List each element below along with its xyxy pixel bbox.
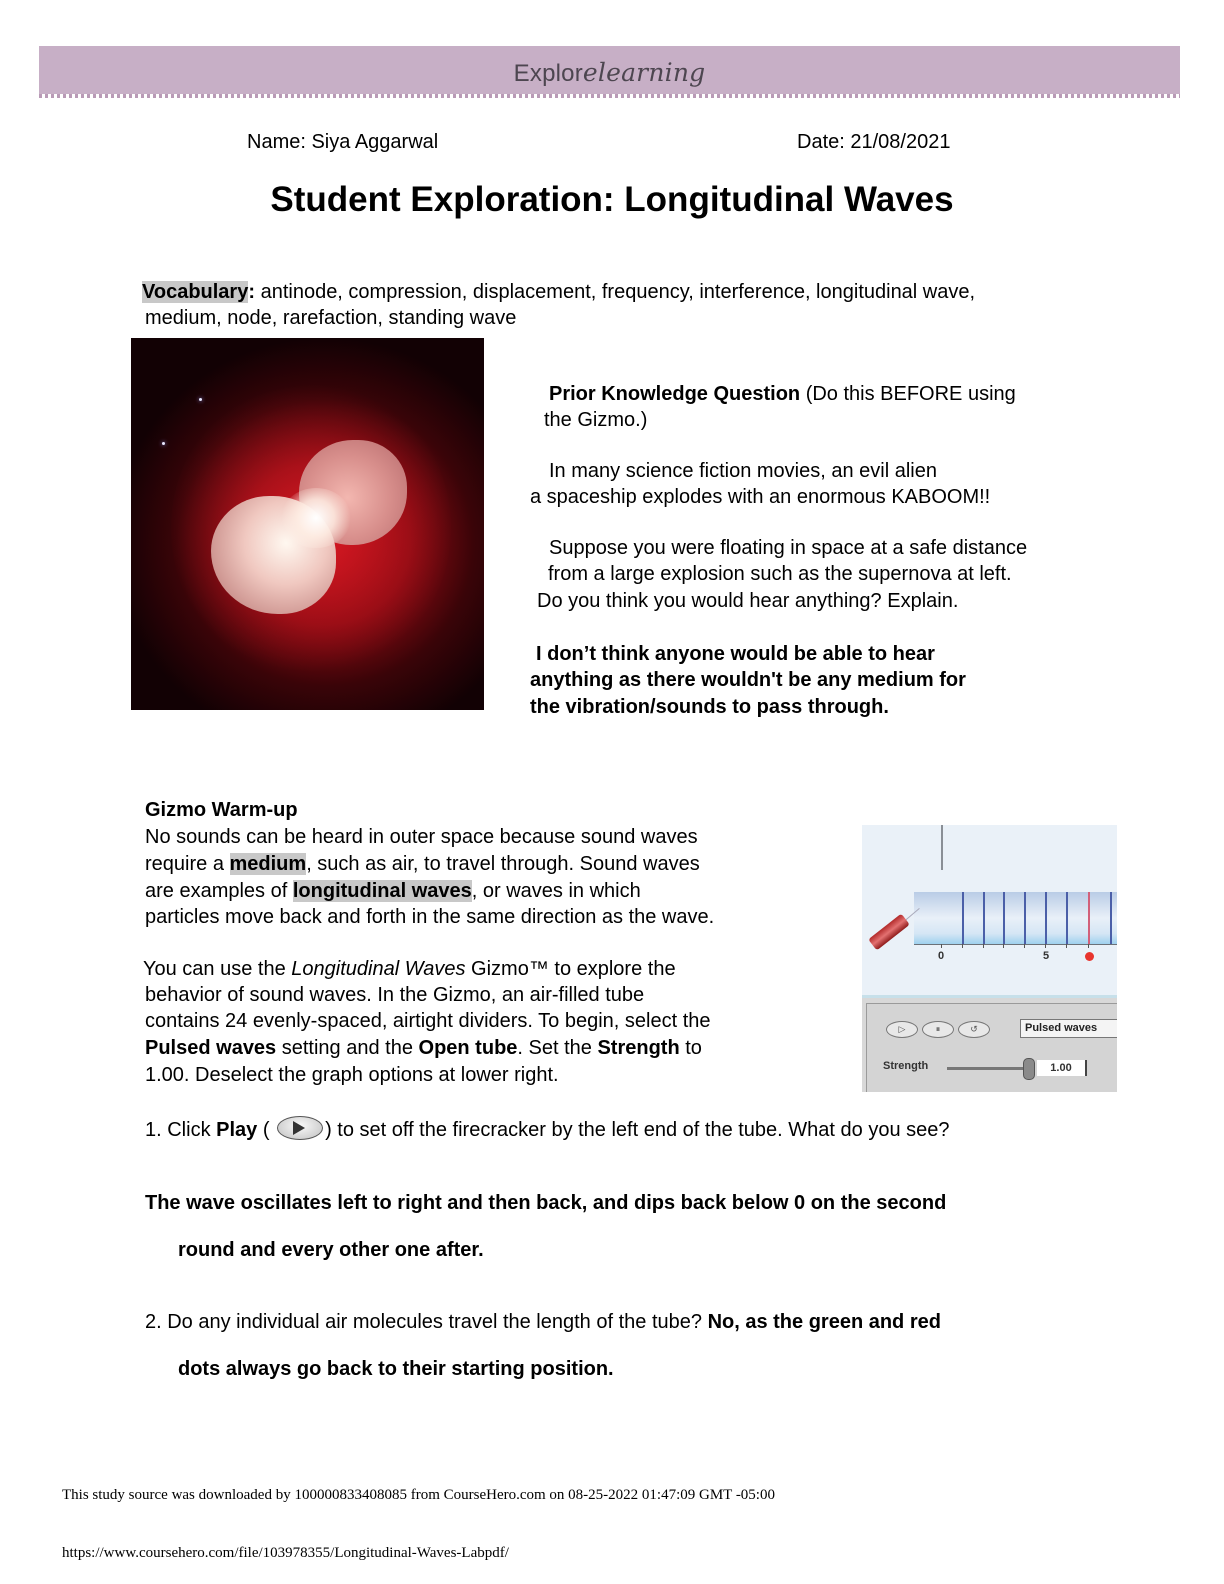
axis-tick [1066, 944, 1067, 948]
axis-tick [983, 944, 984, 948]
logo-text-explor: Explor [513, 60, 583, 87]
warmup-p1-line4: particles move back and forth in the same direction as the wave. [145, 906, 715, 928]
text: require a [145, 853, 230, 875]
axis-label-0: 0 [938, 950, 945, 962]
logo-text-e: e [582, 58, 598, 87]
date: Date: 21/08/2021 [797, 131, 951, 153]
pointer-arrow-icon [941, 825, 943, 870]
warmup-p2-line1 [143, 956, 676, 982]
answer-2-line2: dots always go back to their starting position. [178, 1358, 614, 1380]
axis-tick [1003, 944, 1004, 948]
prior-answer-line2: anything as there wouldn't be any medium for [530, 669, 966, 691]
position-axis [914, 944, 1117, 945]
answer-1-line2: round and every other one after. [178, 1239, 484, 1261]
warmup-p1-line2 [145, 851, 700, 877]
setting-strength: Strength [597, 1037, 680, 1059]
warmup-heading: Gizmo Warm-up [145, 799, 298, 821]
tube-divider [1024, 892, 1026, 944]
prior-knowledge-heading: Prior Knowledge Question [549, 383, 801, 405]
text: ) to set off the firecracker by the left end of the tube. What do you see? [325, 1119, 950, 1141]
prior-answer-line1: I don’t think anyone would be able to hear [536, 643, 935, 665]
strength-slider-track[interactable] [947, 1067, 1029, 1070]
text: , such as air, to travel through. Sound waves [306, 853, 700, 875]
download-note: This study source was downloaded by 100000833408085 from CourseHero.com on 08-25-2022 01:47:09 GMT -05:00 [62, 1487, 775, 1503]
play-label: Play [216, 1119, 258, 1141]
term-medium: medium [229, 853, 307, 875]
vocabulary-line-1 [142, 279, 975, 305]
vocabulary-terms-1: antinode, compression, displacement, frequency, interference, longitudinal wave, [255, 281, 976, 303]
prior-knowledge-note: (Do this BEFORE using [800, 383, 1016, 405]
text: to [679, 1037, 702, 1059]
term-longitudinal-waves: longitudinal waves [292, 880, 472, 902]
source-url[interactable]: https://www.coursehero.com/file/103978355/Longitudinal-Waves-Labpdf/ [62, 1545, 509, 1561]
axis-tick [1045, 944, 1046, 948]
tube-divider [983, 892, 985, 944]
warmup-p2-line2: behavior of sound waves. In the Gizmo, an air-filled tube [145, 984, 645, 1006]
strength-value-field[interactable]: 1.00 [1037, 1060, 1087, 1076]
explorelearning-banner [39, 46, 1180, 94]
prior-knowledge-note-2: the Gizmo.) [544, 409, 648, 431]
page-title: Student Exploration: Longitudinal Waves [270, 180, 954, 219]
text: Gizmo™ to explore the [465, 958, 676, 980]
answer-2-line1: No, as the green and red [707, 1311, 941, 1333]
text: . Set the [517, 1037, 598, 1059]
warmup-p2-line5: 1.00. Deselect the graph options at lower right. [145, 1064, 559, 1086]
firecracker-icon [868, 914, 910, 951]
vocabulary-line-2: medium, node, rarefaction, standing wave [145, 307, 517, 329]
warmup-p1-line1: No sounds can be heard in outer space because sound waves [145, 826, 698, 848]
question-number: 1. Click [145, 1119, 217, 1141]
strength-slider-thumb[interactable] [1023, 1058, 1035, 1080]
warmup-p2-line3: contains 24 evenly-spaced, airtight dividers. To begin, select the [145, 1010, 711, 1032]
strength-label: Strength [883, 1060, 929, 1072]
prior-para2-line3: Do you think you would hear anything? Explain. [537, 590, 959, 612]
star-icon [199, 398, 202, 401]
star-icon [162, 442, 165, 445]
vocabulary-colon: : [248, 281, 256, 303]
explorelearning-logo [39, 58, 1180, 88]
setting-pulsed-waves: Pulsed waves [145, 1037, 277, 1059]
logo-text-learning: learning [597, 58, 706, 87]
tube-divider [1066, 892, 1068, 944]
prior-answer-line3: the vibration/sounds to pass through. [530, 696, 889, 718]
red-marker-dot [1085, 952, 1094, 961]
tube-divider-highlighted [1088, 892, 1090, 944]
question-2 [145, 1309, 941, 1335]
question-text: 2. Do any individual air molecules travel the length of the tube? [145, 1311, 708, 1333]
play-icon [277, 1116, 323, 1140]
axis-tick [1088, 944, 1089, 948]
text: You can use the [143, 958, 292, 980]
nebula-core [281, 488, 351, 548]
axis-label-5: 5 [1043, 950, 1050, 962]
tube-divider [1003, 892, 1005, 944]
warmup-p2-line4 [145, 1035, 702, 1061]
gizmo-control-panel [862, 995, 1117, 1092]
prior-para1-line1: In many science fiction movies, an evil alien [549, 460, 937, 482]
supernova-image [131, 338, 484, 710]
air-tube [914, 892, 1117, 944]
tube-divider [1110, 892, 1112, 944]
student-name: Name: Siya Aggarwal [247, 131, 439, 153]
reset-button[interactable]: ↺ [958, 1021, 990, 1038]
gizmo-name: Longitudinal Waves [291, 958, 466, 980]
text: are examples of [145, 880, 293, 902]
tube-divider [962, 892, 964, 944]
play-button[interactable]: ▷ [886, 1021, 918, 1038]
vocabulary-label: Vocabulary [142, 281, 249, 303]
axis-tick [1024, 944, 1025, 948]
axis-tick [962, 944, 963, 948]
prior-para1-line2: a spaceship explodes with an enormous KABOOM!! [530, 486, 991, 508]
prior-knowledge-heading-line [549, 381, 1016, 407]
text: setting and the [276, 1037, 419, 1059]
banner-dotted-border [39, 94, 1180, 98]
prior-para2-line1: Suppose you were floating in space at a safe distance [549, 537, 1028, 559]
gizmo-screenshot [862, 825, 1117, 1092]
warmup-p1-line3 [145, 878, 641, 904]
axis-tick [941, 944, 942, 948]
answer-1-line1: The wave oscillates left to right and then back, and dips back below 0 on the second [145, 1192, 947, 1214]
tube-divider [1045, 892, 1047, 944]
prior-para2-line2: from a large explosion such as the supernova at left. [548, 563, 1012, 585]
control-panel-frame [866, 1003, 1117, 1092]
setting-open-tube: Open tube [418, 1037, 518, 1059]
text: , or waves in which [471, 880, 641, 902]
text: ( [257, 1119, 270, 1141]
question-1 [145, 1116, 950, 1143]
wave-mode-select[interactable]: Pulsed waves [1020, 1019, 1117, 1038]
pause-button[interactable]: ⏸ [922, 1021, 954, 1038]
